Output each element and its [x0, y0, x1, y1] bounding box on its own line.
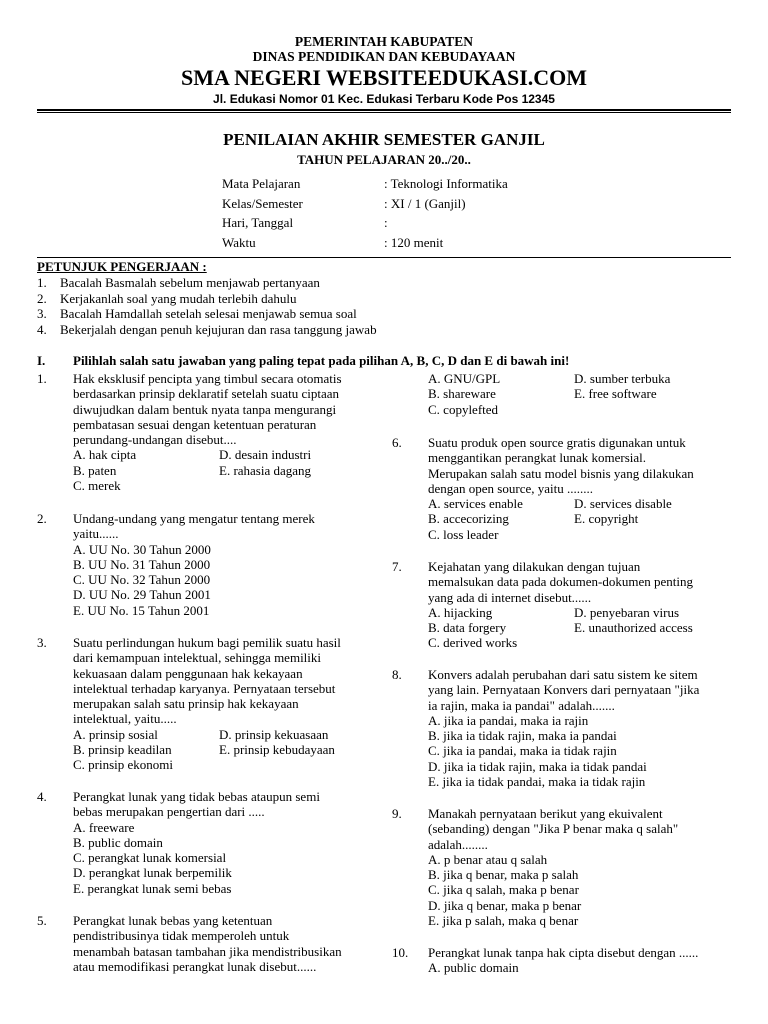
question-number: 7. [392, 559, 402, 574]
question-text: Suatu perlindungan hukum bagi pemilik suatu hasil [73, 635, 341, 650]
question-text: merupakan salah satu prinsip hak kekayaan [73, 696, 299, 712]
option-a: A. jika ia pandai, maka ia rajin [428, 712, 589, 728]
option-d: D. UU No. 29 Tahun 2001 [73, 587, 211, 603]
info-label: Waktu [222, 234, 256, 250]
questions-right-column [392, 371, 732, 979]
question-text: Perangkat lunak yang tidak bebas ataupun semi [73, 789, 320, 804]
option-a: A. UU No. 30 Tahun 2000 [73, 541, 211, 557]
option-b: B. prinsip keadilan [73, 742, 172, 758]
option-e: E. prinsip kebudayaan [219, 742, 335, 758]
question-text: Undang-undang yang mengatur tentang merek [73, 511, 315, 526]
question-number: 9. [392, 806, 402, 821]
option-d: D. jika q benar, maka p benar [428, 897, 582, 913]
question-4 [37, 789, 377, 913]
question-5 [37, 913, 377, 977]
instruction-text: Bacalah Basmalah sebelum menjawab pertanyaan [60, 275, 320, 290]
option-a: A. GNU/GPL [428, 371, 501, 386]
option-b: B. data forgery [428, 620, 507, 636]
option-b: B. public domain [73, 834, 163, 850]
option-a: A. prinsip sosial [73, 726, 158, 742]
info-label: Mata Pelajaran [222, 176, 301, 191]
question-8 [392, 667, 732, 806]
section-instruction: Pilihlah salah satu jawaban yang paling tepat pada pilihan A, B, C, D dan E di bawah ini! [73, 353, 570, 368]
option-b: B. shareware [428, 386, 496, 402]
question-1 [37, 371, 377, 511]
question-text: kekuasaan dalam penggunaan hak kekayaan [73, 665, 303, 681]
option-d: D. sumber terbuka [574, 371, 671, 386]
option-e: E. UU No. 15 Tahun 2001 [73, 602, 210, 618]
question-text: menggantikan perangkat lunak komersial. [428, 450, 647, 466]
question-text: Perangkat lunak tanpa hak cipta disebut dengan ...... [428, 945, 699, 960]
option-c: C. derived works [428, 635, 518, 651]
question-text: memalsukan data pada dokumen-dokumen penting [428, 574, 693, 590]
question-text: Konvers adalah perubahan dari satu sistem ke sitem [428, 667, 698, 682]
option-e: E. copyright [574, 511, 639, 527]
info-label: Kelas/Semester [222, 195, 303, 211]
instruction-number: 4. [37, 321, 47, 337]
question-number: 4. [37, 789, 47, 804]
question-5-options [392, 371, 732, 435]
option-c: C. UU No. 32 Tahun 2000 [73, 572, 211, 588]
option-c: C. prinsip ekonomi [73, 757, 174, 773]
question-text: intelektual, yaitu..... [73, 711, 177, 727]
option-e: E. jika ia tidak pandai, maka ia tidak rajin [428, 774, 646, 790]
instruction-text: Bacalah Hamdallah setelah selesai menjawab semua soal [60, 306, 357, 321]
instruction-number: 3. [37, 306, 47, 321]
instruction-number: 2. [37, 290, 47, 306]
option-a: A. hak cipta [73, 447, 137, 463]
question-text: ia rajin, maka ia pandai" adalah....... [428, 697, 615, 713]
instruction-number: 1. [37, 275, 47, 290]
option-e: E. free software [574, 386, 657, 402]
question-number: 5. [37, 913, 47, 928]
option-b: B. accecorizing [428, 511, 509, 527]
header-department: DINAS PENDIDIKAN DAN KEBUDAYAAN [252, 49, 516, 64]
option-a: A. services enable [428, 496, 523, 512]
question-number: 10. [392, 945, 409, 960]
question-number: 3. [37, 635, 47, 650]
question-text: yang ada di internet disebut...... [428, 589, 592, 605]
question-text: yaitu...... [73, 526, 119, 542]
school-address: Jl. Edukasi Nomor 01 Kec. Edukasi Terbaru Kode Pos 12345 [213, 92, 555, 106]
option-a: A. hijacking [428, 604, 493, 620]
question-text: dengan open source, yaitu ........ [428, 480, 593, 496]
question-text: Manakah pernyataan berikut yang ekuivalent [428, 806, 663, 821]
header-divider-thick [37, 109, 731, 111]
question-9 [392, 806, 732, 945]
option-e: E. perangkat lunak semi bebas [73, 880, 232, 896]
instructions-title: PETUNJUK PENGERJAAN : [37, 259, 207, 274]
info-label: Hari, Tanggal [222, 215, 294, 230]
question-2 [37, 511, 377, 635]
option-c: C. copylefted [428, 401, 499, 417]
question-text: Merupakan salah satu model bisnis yang dilakukan [428, 465, 694, 481]
option-b: B. UU No. 31 Tahun 2000 [73, 556, 211, 572]
info-value: : [384, 215, 388, 230]
question-text: Kejahatan yang dilakukan dengan tujuan [428, 559, 641, 574]
question-text: diwujudkan dalam bentuk nyata tanpa mengurangi [73, 401, 337, 417]
question-number: 6. [392, 435, 402, 450]
option-d: D. perangkat lunak berpemilik [73, 865, 232, 881]
question-text: perundang-undangan disebut.... [73, 432, 237, 448]
question-3 [37, 635, 377, 789]
header-government: PEMERINTAH KABUPATEN [294, 34, 474, 49]
question-text: adalah........ [428, 836, 488, 852]
option-c: C. jika ia pandai, maka ia tidak rajin [428, 743, 617, 759]
option-d: D. penyebaran virus [574, 604, 680, 620]
option-a: A. p benar atau q salah [428, 851, 548, 867]
question-text: pendistribusinya tidak memperoleh untuk [73, 928, 290, 944]
school-name: SMA NEGERI WEBSITEEDUKASI.COM [180, 65, 588, 90]
exam-title: PENILAIAN AKHIR SEMESTER GANJIL [223, 130, 545, 149]
question-text: (sebanding) dengan "Jika P benar maka q salah" [428, 821, 679, 837]
instruction-text: Kerjakanlah soal yang mudah terlebih dahulu [60, 290, 297, 306]
option-d: D. prinsip kekuasaan [219, 726, 329, 742]
question-text: atau memodifikasi perangkat lunak disebut...... [73, 958, 317, 974]
question-text: dari kemampuan intelektual, sehingga memiliki [73, 650, 322, 666]
instruction-text: Bekerjalah dengan penuh kejujuran dan rasa tanggung jawab [60, 321, 377, 337]
option-e: E. rahasia dagang [219, 462, 312, 478]
option-a: A. public domain [428, 960, 519, 976]
question-text: menambah batasan tambahan jika mendistribusikan [73, 943, 342, 959]
question-text: Perangkat lunak bebas yang ketentuan [73, 913, 273, 928]
question-text: pembatasan sesuai dengan ketentuan peraturan [73, 416, 317, 432]
option-c: C. perangkat lunak komersial [73, 850, 227, 866]
option-c: C. jika q salah, maka p benar [428, 882, 579, 898]
info-value: : Teknologi Informatika [384, 176, 508, 191]
option-d: D. jika ia tidak rajin, maka ia tidak pandai [428, 758, 647, 774]
option-c: C. loss leader [428, 526, 499, 542]
option-b: B. jika q benar, maka p salah [428, 867, 579, 883]
option-e: E. jika p salah, maka q benar [428, 913, 579, 929]
header-divider-thin [37, 112, 731, 113]
question-10 [392, 945, 732, 979]
info-value: : XI / 1 (Ganjil) [384, 195, 466, 211]
option-a: A. freeware [73, 819, 135, 835]
question-number: 2. [37, 511, 47, 526]
question-number: 8. [392, 667, 402, 682]
questions-left-column [37, 371, 377, 977]
question-text: berdasarkan prinsip deklaratif setelah suatu ciptaan [73, 386, 340, 402]
question-7 [392, 559, 732, 667]
question-number: 1. [37, 371, 47, 386]
option-b: B. paten [73, 462, 117, 478]
section-number: I. [37, 353, 46, 368]
question-text: Hak eksklusif pencipta yang timbul secara otomatis [73, 371, 342, 386]
option-b: B. jika ia tidak rajin, maka ia pandai [428, 728, 617, 744]
option-d: D. services disable [574, 496, 672, 512]
option-c: C. merek [73, 478, 121, 494]
question-text: Suatu produk open source gratis digunakan untuk [428, 435, 686, 450]
question-text: bebas merupakan pengertian dari ..... [73, 804, 265, 820]
instructions-divider [37, 257, 731, 258]
question-text: yang lain. Pernyataan Konvers dari pernyataan "jika [428, 682, 700, 698]
option-e: E. unauthorized access [574, 620, 693, 636]
question-6 [392, 435, 732, 559]
exam-year: TAHUN PELAJARAN 20../20.. [297, 152, 471, 167]
option-d: D. desain industri [219, 447, 312, 463]
question-text: intelektual terhadap karyanya. Pernyataan tersebut [73, 680, 336, 696]
info-value: : 120 menit [384, 234, 444, 250]
